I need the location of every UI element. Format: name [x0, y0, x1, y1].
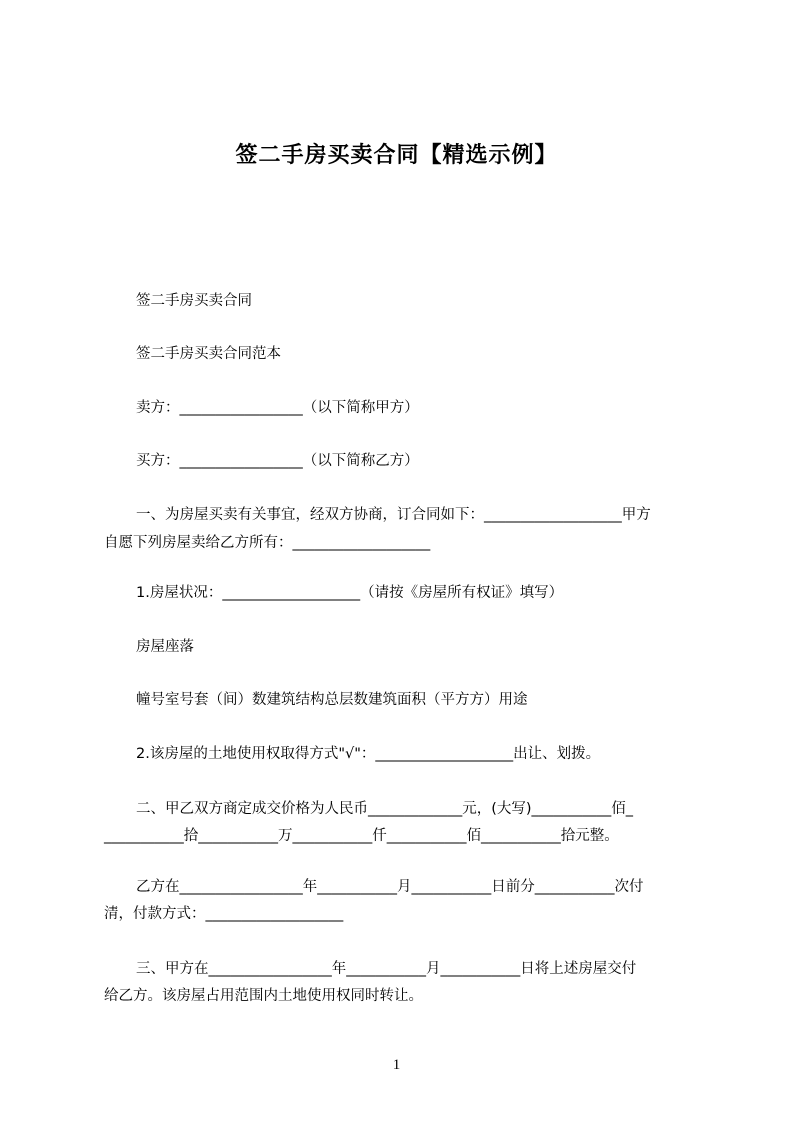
paragraph-clause-three-continued: 给乙方。该房屋占用范围内土地使用权同时转让。 — [104, 988, 423, 1004]
paragraph-contract-name: 签二手房买卖合同 — [136, 293, 252, 309]
paragraph-clause-two-continued: ___________拾___________万___________仟___________佰___________拾元整。 — [104, 828, 619, 844]
paragraph-house-status: 1.房屋状况：___________________（请按《房屋所有权证》填写） — [136, 585, 564, 601]
paragraph-clause-two: 二、甲乙双方商定成交价格为人民币_____________元，(大写)___________佰_ — [136, 801, 634, 817]
paragraph-payment-method: 清，付款方式：___________________ — [104, 906, 344, 922]
paragraph-clause-three: 三、甲方在_________________年___________月___________日将上述房屋交付 — [136, 961, 637, 977]
paragraph-house-location: 房屋座落 — [136, 639, 194, 655]
page-number: 1 — [392, 1057, 401, 1073]
paragraph-template-name: 签二手房买卖合同范本 — [136, 346, 281, 362]
paragraph-buyer: 买方：_________________（以下简称乙方） — [136, 453, 419, 469]
paragraph-land-use-right: 2.该房屋的土地使用权取得方式"√"：___________________出让、划拨。 — [136, 746, 601, 762]
paragraph-clause-one: 一、为房屋买卖有关事宜，经双方协商，订合同如下：___________________甲方 — [136, 507, 651, 523]
paragraph-payment-date: 乙方在_________________年___________月___________日前分___________次付 — [136, 879, 644, 895]
document-title: 签二手房买卖合同【精选示例】 — [235, 143, 558, 168]
paragraph-seller: 卖方：_________________（以下简称甲方） — [136, 400, 419, 416]
paragraph-clause-one-continued: 自愿下列房屋卖给乙方所有：___________________ — [104, 535, 431, 551]
paragraph-house-details: 幢号室号套（间）数建筑结构总层数建筑面积（平方方）用途 — [136, 692, 528, 708]
